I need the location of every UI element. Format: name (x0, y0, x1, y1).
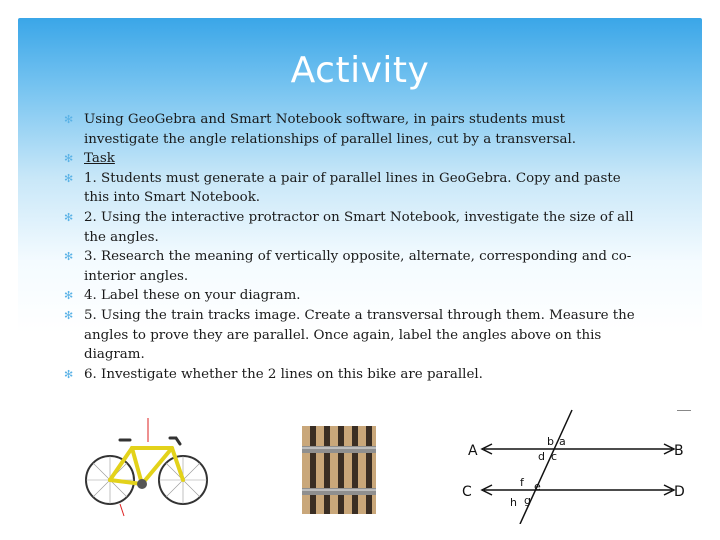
angle-label-b: b (547, 435, 554, 448)
bullet-marker-icon: ✻ (64, 289, 74, 303)
bullet-item: ✻ 5. Using the train tracks image. Create a transversal through them. Measure the angles to prove they are parallel. Once again, label the angles above on this diagram. (64, 307, 635, 363)
bullet-item: ✻ 1. Students must generate a pair of parallel lines in GeoGebra. Copy and paste this into Smart Notebook. (64, 170, 621, 206)
bicycle-image (80, 418, 215, 518)
bullet-item (64, 149, 644, 169)
divider (677, 410, 691, 411)
bullet-marker-icon: ✻ (64, 308, 74, 322)
bullet-item: ✻ Using GeoGebra and Smart Notebook software, in pairs students must investigate the angle relationships of parallel lines, cut by a transversal. (64, 112, 576, 147)
line-label-c: C (462, 484, 472, 500)
line-label-b: B (674, 443, 684, 459)
angle-label-d: d (538, 450, 545, 463)
angle-label-a: a (559, 435, 566, 448)
line-label-a: A (468, 443, 478, 459)
angle-label-e: e (534, 480, 541, 493)
train-tracks-image (302, 426, 376, 514)
bullet-item: ✻ 2. Using the interactive protractor on Smart Notebook, investigate the size of all the angles. (64, 209, 634, 245)
bullet-marker-icon: ✻ (64, 171, 74, 185)
slide-title: Activity (290, 50, 430, 91)
parallel-lines-diagram (462, 408, 694, 524)
line-label-d: D (674, 484, 685, 500)
bullet-marker-icon: ✻ (64, 367, 74, 381)
angle-label-h: h (510, 496, 517, 509)
angle-label-c: c (551, 450, 558, 463)
bullet-item: ✻ 4. Label these on your diagram. (64, 286, 644, 306)
task-heading: Task (84, 151, 115, 167)
bullet-item: ✻ 6. Investigate whether the 2 lines on this bike are parallel. (64, 365, 644, 385)
bullet-item: ✻ 3. Research the meaning of vertically opposite, alternate, corresponding and co-interior angles. (64, 249, 632, 284)
bullet-marker-icon: ✻ (64, 113, 74, 126)
angle-label-f: f (520, 476, 524, 489)
angle-label-g: g (524, 494, 531, 507)
bullet-list (64, 110, 644, 384)
bullet-marker-icon: ✻ (64, 152, 74, 166)
bullet-marker-icon: ✻ (64, 210, 74, 224)
bullet-marker-icon: ✻ (64, 250, 74, 264)
